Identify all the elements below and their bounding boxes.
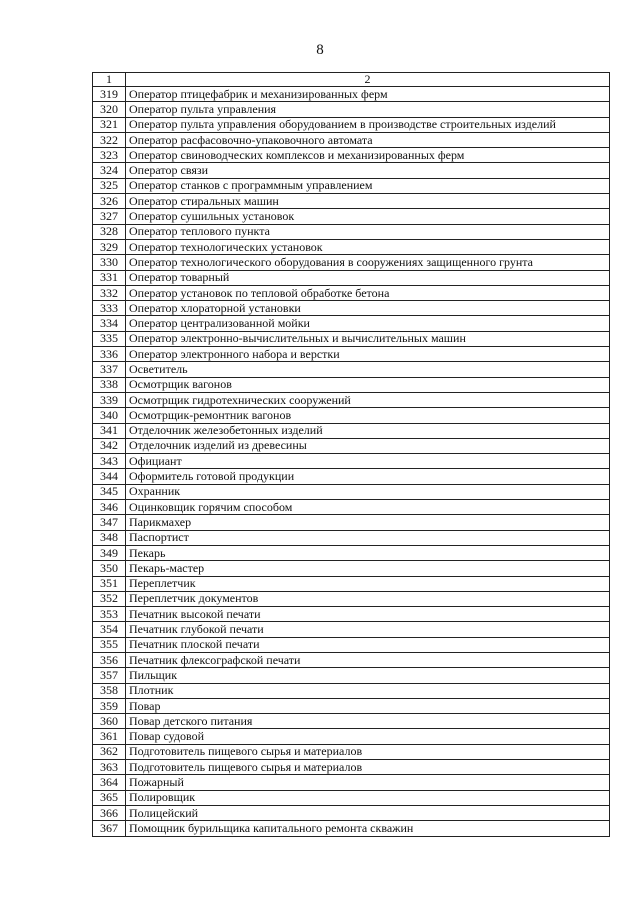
row-number-cell: 350 [93,561,126,576]
row-number-cell: 330 [93,255,126,270]
table-body [93,73,610,837]
table-row [93,515,610,530]
row-number-cell: 363 [93,760,126,775]
table-header-row [93,73,610,87]
table-row [93,362,610,377]
profession-name-cell: Оператор стиральных машин [126,194,610,209]
table-row [93,163,610,178]
profession-name-cell: Паспортист [126,530,610,545]
table-row [93,545,610,560]
profession-name-cell: Оператор электронного набора и верстки [126,347,610,362]
profession-name-cell: Оператор централизованной мойки [126,316,610,331]
row-number-cell: 344 [93,469,126,484]
profession-name-cell: Оператор свиноводческих комплексов и механизированных ферм [126,148,610,163]
profession-name-cell: Оформитель готовой продукции [126,469,610,484]
table-row [93,270,610,285]
table-row [93,285,610,300]
row-number-cell: 340 [93,408,126,423]
table-row [93,637,610,652]
table-row [93,790,610,805]
table-row [93,500,610,515]
profession-table [92,72,610,837]
row-number-cell: 361 [93,729,126,744]
profession-name-cell: Пекарь-мастер [126,561,610,576]
row-number-cell: 362 [93,744,126,759]
table-row [93,408,610,423]
row-number-cell: 328 [93,224,126,239]
row-number-cell: 325 [93,178,126,193]
profession-name-cell: Отделочник железобетонных изделий [126,423,610,438]
table-row [93,239,610,254]
row-number-cell: 365 [93,790,126,805]
table-row [93,454,610,469]
table-row [93,530,610,545]
row-number-cell: 349 [93,545,126,560]
table-row [93,132,610,147]
profession-name-cell: Оператор пульта управления оборудованием в производстве строительных изделий [126,117,610,132]
profession-name-cell: Оператор сушильных установок [126,209,610,224]
table-row [93,423,610,438]
profession-name-cell: Печатник глубокой печати [126,622,610,637]
profession-name-cell: Подготовитель пищевого сырья и материалов [126,744,610,759]
profession-name-cell: Официант [126,454,610,469]
table-row [93,698,610,713]
profession-name-cell: Отделочник изделий из древесины [126,438,610,453]
profession-name-cell: Охранник [126,484,610,499]
table-row [93,821,610,836]
profession-name-cell: Повар [126,698,610,713]
table-row [93,760,610,775]
profession-name-cell: Пильщик [126,668,610,683]
table-row [93,668,610,683]
table-row [93,805,610,820]
profession-name-cell: Печатник плоской печати [126,637,610,652]
profession-name-cell: Оператор товарный [126,270,610,285]
profession-name-cell: Подготовитель пищевого сырья и материалов [126,760,610,775]
row-number-cell: 327 [93,209,126,224]
row-number-cell: 343 [93,454,126,469]
row-number-cell: 322 [93,132,126,147]
table-row [93,87,610,102]
row-number-cell: 359 [93,698,126,713]
row-number-cell: 324 [93,163,126,178]
profession-name-cell: Оператор технологических установок [126,239,610,254]
profession-name-cell: Переплетчик [126,576,610,591]
table-row [93,484,610,499]
profession-name-cell: Полицейский [126,805,610,820]
table-row [93,392,610,407]
profession-name-cell: Печатник высокой печати [126,607,610,622]
table-row [93,622,610,637]
profession-name-cell: Оператор установок по тепловой обработке бетона [126,285,610,300]
row-number-cell: 320 [93,102,126,117]
row-number-cell: 333 [93,301,126,316]
row-number-cell: 334 [93,316,126,331]
profession-name-cell: Парикмахер [126,515,610,530]
table-row [93,469,610,484]
row-number-cell: 352 [93,591,126,606]
table-row [93,576,610,591]
table-row [93,438,610,453]
profession-name-cell: Оператор технологического оборудования в сооружениях защищенного грунта [126,255,610,270]
profession-name-cell: Оператор станков с программным управлением [126,178,610,193]
profession-name-cell: Оператор теплового пункта [126,224,610,239]
profession-name-cell: Оператор электронно-вычислительных и вычислительных машин [126,331,610,346]
row-number-cell: 336 [93,347,126,362]
profession-name-cell: Пожарный [126,775,610,790]
profession-name-cell: Повар детского питания [126,714,610,729]
row-number-cell: 355 [93,637,126,652]
profession-name-cell: Помощник бурильщика капитального ремонта скважин [126,821,610,836]
row-number-cell: 347 [93,515,126,530]
row-number-cell: 342 [93,438,126,453]
profession-name-cell: Пекарь [126,545,610,560]
profession-name-cell: Осмотрщик вагонов [126,377,610,392]
table-row [93,148,610,163]
row-number-cell: 360 [93,714,126,729]
profession-name-cell: Оператор птицефабрик и механизированных ферм [126,87,610,102]
profession-name-cell: Оператор расфасовочно-упаковочного автомата [126,132,610,147]
table-row [93,316,610,331]
row-number-cell: 364 [93,775,126,790]
row-number-cell: 335 [93,331,126,346]
row-number-cell: 367 [93,821,126,836]
table-row [93,591,610,606]
row-number-cell: 323 [93,148,126,163]
table-row [93,561,610,576]
profession-name-cell: Оцинковщик горячим способом [126,500,610,515]
profession-name-cell: Осветитель [126,362,610,377]
table-row [93,377,610,392]
header-cell-number: 1 [93,73,126,87]
table-row [93,117,610,132]
header-cell-title: 2 [126,73,610,87]
row-number-cell: 354 [93,622,126,637]
row-number-cell: 332 [93,285,126,300]
row-number-cell: 348 [93,530,126,545]
row-number-cell: 366 [93,805,126,820]
table-row [93,209,610,224]
table-row [93,607,610,622]
row-number-cell: 351 [93,576,126,591]
row-number-cell: 345 [93,484,126,499]
row-number-cell: 338 [93,377,126,392]
row-number-cell: 326 [93,194,126,209]
table-row [93,255,610,270]
page-number: 8 [316,42,324,58]
profession-name-cell: Полировщик [126,790,610,805]
profession-name-cell: Переплетчик документов [126,591,610,606]
table-row [93,331,610,346]
table-row [93,224,610,239]
table-row [93,652,610,667]
table-row [93,714,610,729]
row-number-cell: 329 [93,239,126,254]
table-row [93,775,610,790]
row-number-cell: 353 [93,607,126,622]
table-row [93,744,610,759]
profession-name-cell: Оператор связи [126,163,610,178]
row-number-cell: 321 [93,117,126,132]
row-number-cell: 357 [93,668,126,683]
profession-name-cell: Осмотрщик-ремонтник вагонов [126,408,610,423]
row-number-cell: 331 [93,270,126,285]
table-row [93,729,610,744]
row-number-cell: 358 [93,683,126,698]
table-row [93,683,610,698]
table-row [93,301,610,316]
row-number-cell: 337 [93,362,126,377]
table-row [93,178,610,193]
table-row [93,347,610,362]
profession-name-cell: Плотник [126,683,610,698]
profession-name-cell: Печатник флексографской печати [126,652,610,667]
profession-name-cell: Повар судовой [126,729,610,744]
profession-name-cell: Осмотрщик гидротехнических сооружений [126,392,610,407]
row-number-cell: 319 [93,87,126,102]
row-number-cell: 346 [93,500,126,515]
profession-name-cell: Оператор хлораторной установки [126,301,610,316]
profession-name-cell: Оператор пульта управления [126,102,610,117]
row-number-cell: 341 [93,423,126,438]
row-number-cell: 339 [93,392,126,407]
table-row [93,194,610,209]
row-number-cell: 356 [93,652,126,667]
table-row [93,102,610,117]
